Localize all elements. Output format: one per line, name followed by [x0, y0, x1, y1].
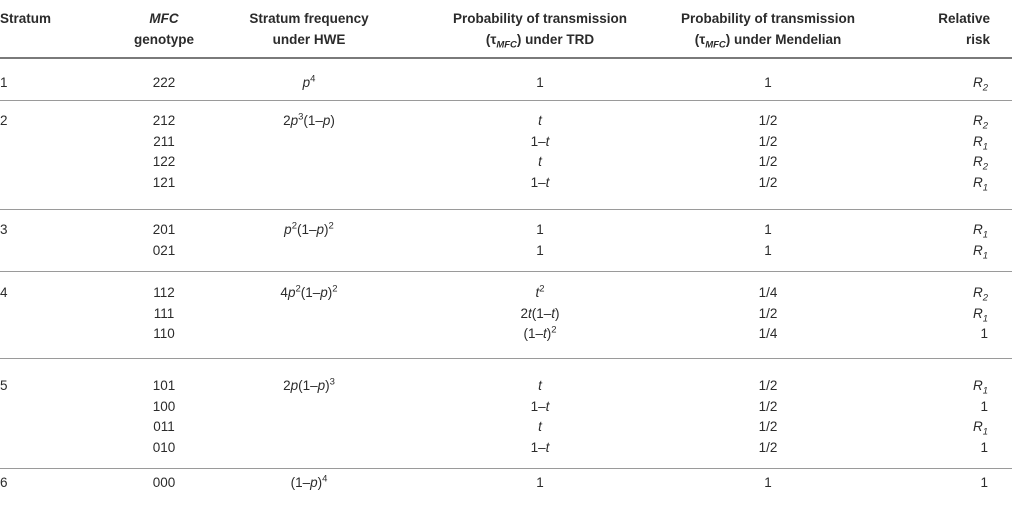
mendelian-probability-cell: 1: [764, 75, 772, 90]
relative-risk-cell: 1: [980, 326, 988, 342]
header-relative-risk: Relative risk: [938, 11, 990, 47]
trd-probability-cell: t: [538, 154, 542, 170]
genotype-cell: 201: [152, 222, 176, 237]
mendelian-probability-cell: 1: [764, 222, 772, 237]
trd-probability-cell: 1–t: [530, 133, 550, 149]
header-genotype: MFC genotype: [133, 11, 195, 47]
stratum-number: 4: [0, 285, 8, 300]
mendelian-probability-cell: 1/2: [758, 305, 778, 321]
trd-probability-cell: 1: [536, 75, 544, 90]
trd-probability-cell: 1: [536, 242, 544, 258]
genotype-cell: 010: [152, 440, 176, 456]
table-header: [0, 0, 1012, 57]
genotype-cell: 121: [152, 175, 176, 191]
genotype-cell: 110: [153, 326, 175, 342]
stratum-frequency: $p^4$: [302, 73, 316, 90]
mendelian-probability-cell: 1/2: [758, 133, 778, 149]
genotype-cell: 021: [152, 242, 176, 258]
mendelian-probability-cell: 1/2: [758, 113, 778, 128]
trd-probability-cell: $(1-t)^2$: [523, 324, 557, 342]
relative-risk-cell: $R_1$: [972, 305, 988, 325]
stratum-frequency: $2p(1-p)^3$: [283, 376, 335, 393]
stratum-frequency: $4p^2(1-p)^2$: [280, 283, 338, 300]
stratum-number: 3: [0, 222, 8, 237]
relative-risk-cell: $R_1$: [972, 222, 988, 241]
mendelian-probability-cell: 1/4: [758, 285, 778, 300]
relative-risk-cell: $R_1$: [972, 419, 988, 439]
header-stratum: Stratum: [0, 11, 52, 26]
stratum-number: 2: [0, 113, 8, 128]
relative-risk-cell: $R_1$: [972, 242, 988, 262]
mendelian-probability-cell: 1/2: [758, 175, 778, 191]
genotype-cell: 101: [152, 378, 176, 393]
trd-probability-cell: t: [538, 113, 542, 128]
stratum-frequency: $2p^3(1-p)$: [283, 111, 335, 128]
trd-probability-cell: 1: [536, 222, 544, 237]
stratum-frequency: $p^2(1-p)^2$: [284, 220, 334, 237]
trd-probability-cell: 1: [536, 475, 544, 490]
trd-probability-cell: $t^2$: [535, 283, 545, 300]
relative-risk-cell: $R_1$: [972, 133, 988, 153]
trd-probability-cell: 1–t: [530, 398, 550, 414]
genotype-cell: 122: [152, 154, 176, 170]
stratum-frequency: $(1-p)^4$: [290, 473, 328, 490]
genotype-cell: 211: [153, 133, 175, 149]
genotype-cell: 212: [152, 113, 176, 128]
header-trd: Probability of transmission $(\tau_{MFC})$ under TRD: [452, 11, 628, 51]
mendelian-probability-cell: 1/2: [758, 440, 778, 456]
mendelian-probability-cell: 1/4: [758, 326, 778, 342]
trd-probability-cell: t: [538, 378, 542, 393]
stratum-number: 5: [0, 378, 8, 393]
relative-risk-cell: 1: [980, 440, 988, 456]
genotype-cell: 222: [152, 75, 176, 90]
stratum-number: 1: [0, 75, 8, 90]
mendelian-probability-cell: 1/2: [758, 378, 778, 393]
trd-probability-cell: 1–t: [530, 440, 550, 456]
relative-risk-cell: $R_2$: [972, 154, 988, 174]
relative-risk-cell: $R_2$: [972, 113, 988, 132]
relative-risk-cell: 1: [980, 475, 988, 490]
relative-risk-cell: $R_1$: [972, 175, 988, 194]
stratum-number: 6: [0, 475, 8, 490]
relative-risk-cell: $R_1$: [972, 378, 988, 397]
stratum-divider: [0, 468, 1012, 469]
header-frequency: Stratum frequency under HWE: [249, 11, 369, 47]
relative-risk-cell: $R_2$: [972, 285, 988, 304]
mendelian-probability-cell: 1: [764, 475, 772, 490]
genotype-cell: 111: [153, 305, 175, 321]
stratum-divider: [0, 100, 1012, 101]
stratum-divider: [0, 271, 1012, 272]
trd-probability-cell: 1–t: [530, 175, 550, 191]
mendelian-probability-cell: 1: [764, 242, 772, 258]
mendelian-probability-cell: 1/2: [758, 154, 778, 170]
header-mendelian: Probability of transmission $(\tau_{MFC})$ under Mendelian: [680, 11, 856, 51]
relative-risk-cell: 1: [980, 398, 988, 414]
trd-probability-cell: t: [538, 419, 542, 435]
mendelian-probability-cell: 1/2: [758, 419, 778, 435]
genotype-cell: 000: [152, 475, 176, 490]
mendelian-probability-cell: 1/2: [758, 398, 778, 414]
relative-risk-cell: $R_2$: [972, 75, 988, 94]
genotype-cell: 112: [153, 285, 175, 300]
header-divider: [0, 57, 1012, 59]
genotype-cell: 011: [153, 419, 175, 435]
stratum-divider: [0, 358, 1012, 359]
genotype-cell: 100: [152, 398, 176, 414]
stratum-divider: [0, 209, 1012, 210]
trd-probability-cell: 2t(1–t): [520, 305, 560, 321]
